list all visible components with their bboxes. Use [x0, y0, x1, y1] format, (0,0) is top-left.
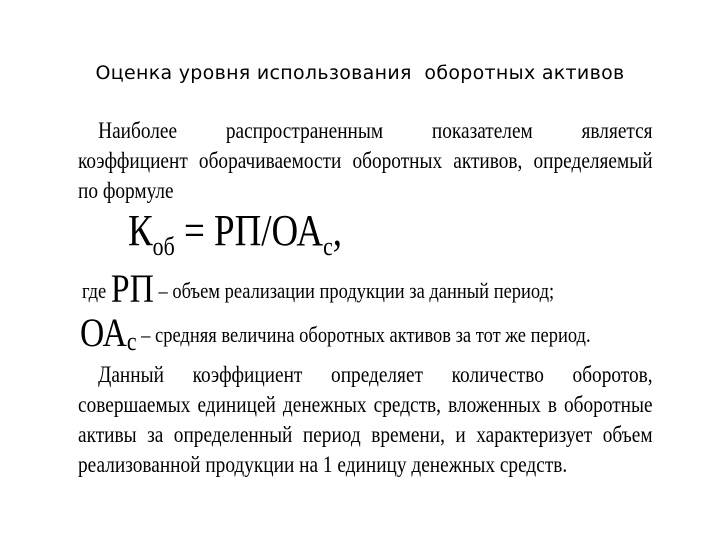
explanation-line-2: совершаемых единицей денежных средств, вложенных в оборотные — [78, 392, 653, 417]
explanation-paragraph — [78, 360, 653, 480]
slide-title: Оценка уровня использования оборотных активов — [95, 62, 625, 84]
definition-rp-text: – объем реализации продукции за данный период; — [153, 278, 555, 303]
formula-rhs: = РП/ОА — [174, 206, 324, 255]
formula-lhs: К — [128, 206, 153, 255]
formula-lhs-subscript: об — [152, 232, 175, 261]
explanation-line-1: Данный коэффициент определяет количество оборотов, — [98, 362, 653, 387]
explanation-line-4: реализованной продукции на 1 единицу денежных средств. — [78, 452, 568, 477]
definition-oa-text: – средняя величина оборотных активов за тот же период. — [136, 322, 591, 347]
formula-comma: , — [332, 206, 343, 255]
definition-oa — [80, 310, 591, 358]
definition-oa-symbol: ОА — [80, 310, 127, 355]
intro-line-3: по формуле — [78, 178, 174, 203]
intro-line-2: коэффициент оборачиваемости оборотных активов, определяемый — [78, 148, 653, 173]
definition-rp — [82, 266, 554, 314]
definition-oa-subscript: с — [126, 327, 137, 356]
definition-rp-prefix: где — [82, 278, 111, 303]
explanation-line-3: активы за определенный период времени, и характеризует объем — [78, 422, 653, 447]
definition-rp-symbol: РП — [110, 266, 154, 311]
intro-paragraph — [78, 116, 653, 206]
intro-line-1: Наиболее распространенным показателем является — [98, 118, 653, 143]
formula-rhs-subscript: с — [323, 232, 333, 261]
turnover-formula — [128, 206, 343, 261]
